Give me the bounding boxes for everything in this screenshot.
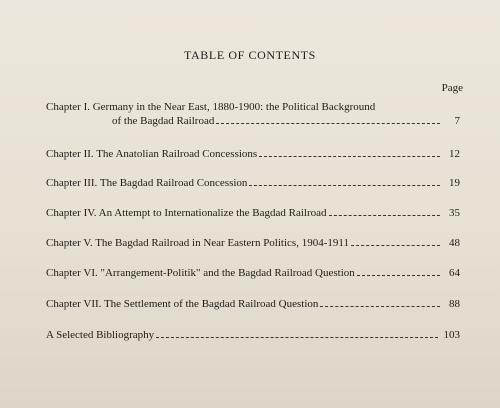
toc-entry-text: Chapter I. Germany in the Near East, 1880-1900: the Political Background bbox=[46, 101, 376, 113]
toc-entry-chapter-2 bbox=[46, 147, 460, 161]
toc-page-number: 35 bbox=[449, 207, 460, 219]
toc-entry-chapter-1 bbox=[46, 100, 460, 128]
toc-page-number: 64 bbox=[449, 267, 460, 279]
toc-entry-text: Chapter VI. "Arrangement-Politik" and the Bagdad Railroad Question bbox=[46, 267, 355, 279]
dot-leader bbox=[156, 337, 437, 338]
dot-leader bbox=[329, 215, 440, 216]
toc-entry-line bbox=[46, 328, 460, 342]
toc-page-number: 103 bbox=[443, 329, 460, 341]
toc-entry-text-continued: of the Bagdad Railroad bbox=[112, 115, 215, 127]
toc-entry-line bbox=[46, 147, 460, 161]
toc-page-number: 7 bbox=[454, 115, 460, 127]
toc-entry-text: A Selected Bibliography bbox=[46, 329, 155, 341]
toc-entry-line bbox=[46, 206, 460, 220]
toc-entry-text: Chapter V. The Bagdad Railroad in Near Eastern Politics, 1904-1911 bbox=[46, 237, 349, 249]
toc-page-number: 12 bbox=[449, 148, 460, 160]
toc-entry-text: Chapter VII. The Settlement of the Bagdad Railroad Question bbox=[46, 298, 319, 310]
page-column-header: Page bbox=[441, 82, 463, 94]
dot-leader bbox=[249, 185, 440, 186]
toc-entry-line bbox=[46, 266, 460, 280]
page-title: TABLE OF CONTENTS bbox=[184, 48, 316, 62]
toc-page-number: 19 bbox=[449, 177, 460, 189]
dot-leader bbox=[351, 245, 440, 246]
toc-entry-chapter-3 bbox=[46, 176, 460, 190]
toc-entry-line bbox=[46, 176, 460, 190]
dot-leader bbox=[357, 275, 440, 276]
toc-page-number: 88 bbox=[449, 298, 460, 310]
toc-entry-line bbox=[46, 100, 460, 114]
toc-entry-text: Chapter IV. An Attempt to Internationalize the Bagdad Railroad bbox=[46, 207, 327, 219]
dot-leader bbox=[320, 306, 440, 307]
toc-entry-line bbox=[46, 297, 460, 311]
toc-entry-text: Chapter III. The Bagdad Railroad Concession bbox=[46, 177, 248, 189]
toc-entry-chapter-5 bbox=[46, 236, 460, 250]
toc-entry-bibliography bbox=[46, 328, 460, 342]
toc-entry-line bbox=[46, 236, 460, 250]
toc-entry-text: Chapter II. The Anatolian Railroad Concessions bbox=[46, 148, 258, 160]
toc-entry-chapter-4 bbox=[46, 206, 460, 220]
dot-leader bbox=[216, 123, 440, 124]
toc-entry-chapter-7 bbox=[46, 297, 460, 311]
toc-entry-line bbox=[46, 114, 460, 128]
toc-page-number: 48 bbox=[449, 237, 460, 249]
dot-leader bbox=[259, 156, 440, 157]
toc-entry-chapter-6 bbox=[46, 266, 460, 280]
